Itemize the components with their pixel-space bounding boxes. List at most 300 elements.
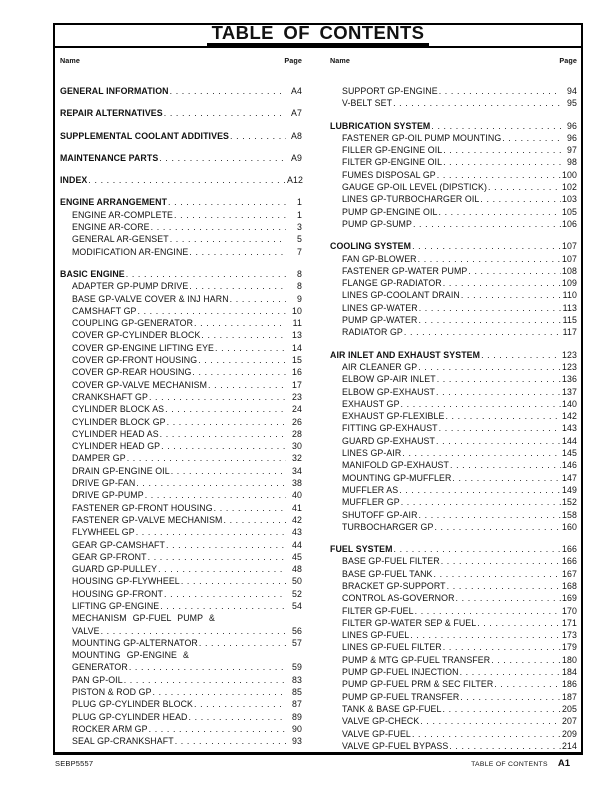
toc-entry-name: FLYWHEEL GP: [72, 527, 135, 538]
toc-entry-name: HOUSING GP-FLYWHEEL: [72, 576, 180, 587]
toc-entry-name: FAN GP-BLOWER: [342, 253, 417, 264]
toc-entry-page: 214: [562, 740, 577, 751]
toc-entry-name: AIR CLEANER GP: [342, 361, 418, 372]
toc-entry: [330, 521, 577, 533]
dot-leader: [439, 206, 562, 218]
toc-entry-page: 117: [562, 327, 577, 338]
toc-entry-name: FILTER GP-FUEL: [342, 605, 414, 616]
dot-leader: [460, 691, 561, 703]
dot-leader: [230, 293, 286, 305]
toc-entry: [330, 240, 577, 252]
toc-entry-name: TURBOCHARGER GP: [342, 521, 434, 532]
toc-entry: [330, 654, 577, 666]
dot-leader: [149, 391, 286, 403]
toc-entry-page: 41: [292, 502, 302, 513]
toc-entry-name: FLANGE GP-RADIATOR: [342, 278, 442, 289]
dot-leader: [88, 174, 286, 186]
toc-entry: [330, 422, 577, 434]
toc-entry: [330, 435, 577, 447]
toc-entry-page: 103: [562, 194, 577, 205]
toc-entry-page: 170: [562, 605, 577, 616]
toc-entry-page: A4: [291, 86, 302, 96]
toc-entry-page: 32: [292, 453, 302, 464]
toc-entry-page: 15: [292, 355, 302, 366]
toc-entry: [330, 302, 577, 314]
toc-entry: [330, 132, 577, 144]
toc-entry-name: COUPLING GP-GENERATOR: [72, 318, 194, 329]
toc-entry: [60, 563, 302, 575]
toc-entry-name: DRIVE GP-FAN: [72, 478, 136, 489]
toc-entry: [330, 169, 577, 181]
toc-entry: [60, 698, 302, 710]
toc-entry: [60, 366, 302, 378]
toc-entry-name: EXHAUST GP-FLEXIBLE: [342, 411, 445, 422]
dot-leader: [481, 349, 561, 361]
toc-entry-page: 97: [567, 145, 577, 156]
toc-entry: [60, 174, 302, 186]
toc-entry-page: 45: [292, 551, 302, 562]
toc-entry-name: TANK & BASE GP-FUEL: [342, 703, 442, 714]
toc-entry: [330, 703, 577, 715]
toc-entry: [330, 555, 577, 567]
toc-entry-page: 3: [297, 222, 302, 233]
dot-leader: [449, 740, 561, 752]
toc-entry-name: REPAIR ALTERNATIVES: [60, 108, 163, 119]
toc-entry-name: LINES GP-FUEL: [342, 630, 410, 641]
toc-entry-name: BASE GP-FUEL FILTER: [342, 556, 440, 567]
toc-entry: [60, 711, 302, 723]
toc-entry-page: 9: [297, 293, 302, 304]
toc-entry-name: PUMP GP-ENGINE OIL: [342, 206, 438, 217]
toc-entry: [60, 452, 302, 464]
toc-entry-name: AIR INLET AND EXHAUST SYSTEM: [330, 349, 481, 360]
page-title: TABLE OF CONTENTS: [207, 23, 430, 46]
dot-leader: [165, 403, 286, 415]
page-column-label: Page: [284, 56, 302, 65]
dot-leader: [434, 521, 561, 533]
toc-entry-page: 158: [562, 509, 577, 520]
toc-entry-name: PUMP GP-WATER: [342, 315, 418, 326]
dot-leader: [223, 514, 286, 526]
dot-leader: [456, 592, 561, 604]
toc-entry-name: MOUNTING GP-MUFFLER: [342, 472, 452, 483]
dot-leader: [402, 447, 561, 459]
toc-entry: [330, 326, 577, 338]
toc-entry: [330, 592, 577, 604]
toc-entry-page: 1: [297, 209, 302, 220]
dot-leader: [447, 580, 561, 592]
toc-entry: [60, 600, 302, 612]
dot-leader: [194, 317, 286, 329]
toc-entry-name: LINES GP-COOLANT DRAIN: [342, 290, 460, 301]
toc-content-box: [53, 48, 583, 755]
toc-entry-page: 207: [562, 716, 577, 727]
toc-entry-name: MUFFLER AS: [342, 484, 399, 495]
toc-entry-page: 166: [562, 544, 577, 555]
toc-entry-name: FASTENER GP-WATER PUMP: [342, 265, 468, 276]
dot-leader: [151, 221, 286, 233]
column-header-right: [330, 56, 577, 65]
toc-section-gap: [60, 142, 302, 152]
toc-entry: [60, 649, 302, 661]
toc-entry: [330, 349, 577, 361]
toc-entry-page: 13: [292, 330, 302, 341]
toc-entry: [60, 233, 302, 245]
toc-entry: [60, 440, 302, 452]
toc-entry-name: FUMES DISPOSAL GP: [342, 169, 436, 180]
toc-entry-name: CRANKSHAFT GP: [72, 391, 148, 402]
toc-entry-name: VALVE GP-FUEL: [342, 728, 411, 739]
toc-entry: [60, 735, 302, 747]
toc-entry: [60, 293, 302, 305]
toc-entry: [330, 629, 577, 641]
toc-entry-page: A8: [291, 130, 302, 141]
toc-entry-page: 96: [567, 132, 577, 143]
toc-entry: [330, 509, 577, 521]
toc-entry-page: 110: [562, 290, 577, 301]
dot-leader: [443, 156, 561, 168]
toc-entry-page: 142: [562, 411, 577, 422]
dot-leader: [412, 240, 561, 252]
dot-leader: [230, 130, 286, 142]
dot-leader: [480, 193, 561, 205]
toc-entry: [60, 661, 302, 673]
dot-leader: [445, 410, 561, 422]
toc-entry-page: 14: [292, 342, 302, 353]
toc-entry-name: MAINTENANCE PARTS: [60, 152, 159, 163]
toc-entry-name: VALVE GP-CHECK: [342, 716, 420, 727]
toc-entry: [330, 253, 577, 265]
toc-entry: [330, 740, 577, 752]
toc-entry-page: 23: [292, 391, 302, 402]
toc-entry-name: MOUNTING GP-ENGINE &: [72, 650, 190, 661]
dot-leader: [127, 452, 286, 464]
toc-entry-page: 34: [292, 465, 302, 476]
toc-column-left: [60, 56, 302, 752]
toc-entry-page: 179: [562, 642, 577, 653]
toc-entry-name: FASTENER GP-OIL PUMP MOUNTING: [342, 132, 502, 143]
page-footer: [55, 758, 570, 769]
toc-entry: [60, 489, 302, 501]
toc-entry-name: COVER GP-CYLINDER BLOCK: [72, 330, 201, 341]
toc-entry-page: 145: [562, 448, 577, 459]
toc-entry: [330, 617, 577, 629]
toc-entry: [330, 543, 577, 555]
toc-entry-name: BRACKET GP-SUPPORT: [342, 580, 446, 591]
toc-entry-name: RADIATOR GP: [342, 327, 403, 338]
toc-entry-name: CYLINDER BLOCK GP: [72, 416, 166, 427]
toc-entry-name: PUMP GP-FUEL PRM & SEC FILTER: [342, 679, 494, 690]
toc-entry-page: 205: [562, 703, 577, 714]
toc-entry-name: FILLER GP-ENGINE OIL: [342, 145, 443, 156]
dot-leader: [189, 711, 286, 723]
toc-entry: [60, 625, 302, 637]
toc-entry-page: 16: [292, 367, 302, 378]
toc-entry: [330, 144, 577, 156]
toc-entry-name: GEAR GP-CAMSHAFT: [72, 539, 165, 550]
dot-leader: [192, 366, 286, 378]
toc-entry-name: CYLINDER HEAD GP: [72, 441, 161, 452]
dot-leader: [208, 379, 286, 391]
toc-entry-name: CAMSHAFT GP: [72, 305, 137, 316]
toc-entry-name: ELBOW GP-EXHAUST: [342, 386, 436, 397]
name-column-label: Name: [60, 56, 80, 65]
toc-entry-page: 43: [292, 527, 302, 538]
dot-leader: [419, 302, 561, 314]
toc-entry-name: BASE GP-FUEL TANK: [342, 568, 433, 579]
toc-entry-name: COVER GP-ENGINE LIFTING EYE: [72, 342, 215, 353]
toc-entry-name: COOLING SYSTEM: [330, 241, 412, 252]
toc-entry-page: 100: [562, 169, 577, 180]
toc-entry-name: LUBRICATION SYSTEM: [330, 120, 431, 131]
toc-entry-page: 57: [292, 637, 302, 648]
dot-leader: [136, 477, 286, 489]
toc-entry: [60, 354, 302, 366]
toc-entry: [330, 410, 577, 422]
toc-entry-name: LINES GP-TURBOCHARGER OIL: [342, 194, 480, 205]
toc-entry-name: V-BELT SET: [342, 98, 393, 109]
toc-entry-page: 106: [562, 218, 577, 229]
toc-entry-name: LINES GP-WATER: [342, 302, 418, 313]
toc-entry-page: 144: [562, 435, 577, 446]
toc-entry: [330, 85, 577, 97]
toc-entry-name: FITTING GP-EXHAUST: [342, 423, 438, 434]
toc-entry-name: PAN GP-OIL: [72, 674, 123, 685]
toc-entry-page: 167: [562, 568, 577, 579]
toc-entry-name: DAMPER GP: [72, 453, 126, 464]
toc-entry: [60, 268, 302, 280]
toc-entry-name: VALVE GP-FUEL BYPASS: [342, 740, 449, 751]
toc-entry: [330, 97, 577, 109]
toc-entry-name: VALVE: [72, 625, 100, 636]
toc-entry: [60, 280, 302, 292]
dot-leader: [420, 715, 561, 727]
toc-entry: [330, 193, 577, 205]
toc-entry-page: 160: [562, 521, 577, 532]
toc-entry: [330, 156, 577, 168]
toc-entry-page: 83: [292, 674, 302, 685]
dot-leader: [159, 152, 286, 164]
toc-entry-page: 90: [292, 723, 302, 734]
toc-entry-page: 96: [567, 120, 577, 131]
toc-entry-page: 123: [562, 349, 577, 360]
dot-leader: [436, 435, 561, 447]
toc-entry: [330, 691, 577, 703]
toc-entry-name: MECHANISM GP-FUEL PUMP &: [72, 613, 215, 624]
toc-entry: [330, 715, 577, 727]
title-box: [53, 23, 583, 48]
toc-entry: [60, 209, 302, 221]
toc-entry: [60, 317, 302, 329]
toc-entry-page: 152: [562, 497, 577, 508]
toc-entry-page: 107: [562, 241, 577, 252]
toc-section-gap: [60, 97, 302, 107]
toc-entry-page: 187: [562, 691, 577, 702]
toc-entry-page: 98: [567, 157, 577, 168]
dot-leader: [443, 144, 561, 156]
toc-entry-name: DRAIN GP-ENGINE OIL: [72, 465, 170, 476]
dot-leader: [160, 600, 286, 612]
toc-entry: [60, 305, 302, 317]
toc-entry-page: 1: [297, 197, 302, 208]
toc-entry: [330, 459, 577, 471]
toc-entry: [60, 502, 302, 514]
toc-section-gap: [60, 258, 302, 268]
toc-entry: [60, 428, 302, 440]
toc-entry-page: 8: [297, 281, 302, 292]
toc-entry: [60, 379, 302, 391]
toc-entry-name: SHUTOFF GP-AIR: [342, 509, 418, 520]
toc-entry-name: PUMP GP-SUMP: [342, 218, 412, 229]
toc-section-gap: [330, 533, 577, 543]
toc-entry: [330, 580, 577, 592]
toc-entry-name: FASTENER GP-VALVE MECHANISM: [72, 514, 223, 525]
dot-leader: [174, 209, 286, 221]
toc-entry-page: 59: [292, 662, 302, 673]
toc-entry-page: 184: [562, 667, 577, 678]
dot-leader: [415, 605, 561, 617]
toc-entry-page: 95: [567, 98, 577, 109]
toc-entry: [330, 218, 577, 230]
name-column-label: Name: [330, 56, 350, 65]
dot-leader: [494, 678, 561, 690]
toc-entry-name: FILTER GP-ENGINE OIL: [342, 157, 443, 168]
dot-leader: [215, 342, 286, 354]
toc-entry-name: EXHAUST GP: [342, 398, 400, 409]
dot-leader: [153, 686, 286, 698]
toc-entry-name: LINES GP-AIR: [342, 448, 402, 459]
toc-entry-page: 113: [562, 302, 577, 313]
dot-leader: [410, 629, 561, 641]
toc-entry-page: 107: [562, 253, 577, 264]
toc-entry-name: LINES GP-FUEL FILTER: [342, 642, 442, 653]
toc-entry: [60, 391, 302, 403]
dot-leader: [171, 465, 286, 477]
toc-entry-page: 102: [562, 182, 577, 193]
toc-entry: [60, 152, 302, 164]
toc-entry-page: 40: [292, 490, 302, 501]
toc-section-gap: [330, 339, 577, 349]
toc-entry-page: 146: [562, 460, 577, 471]
toc-entry: [60, 612, 302, 624]
dot-leader: [412, 728, 561, 740]
toc-entry: [330, 472, 577, 484]
toc-entry-page: A7: [291, 108, 302, 119]
toc-entry: [60, 514, 302, 526]
toc-entry-page: 209: [562, 728, 577, 739]
toc-entry-page: 26: [292, 416, 302, 427]
dot-leader: [126, 268, 286, 280]
dot-leader: [137, 305, 286, 317]
toc-rows-left: [60, 85, 302, 748]
toc-entry-name: FILTER GP-WATER SEP & FUEL: [342, 617, 477, 628]
toc-entry-page: 52: [292, 588, 302, 599]
dot-leader: [418, 253, 561, 265]
toc-entry: [330, 373, 577, 385]
toc-entry-name: SUPPLEMENTAL COOLANT ADDITIVES: [60, 130, 230, 141]
toc-entry-name: GENERAL AR-GENSET: [72, 234, 169, 245]
dot-leader: [439, 422, 561, 434]
dot-leader: [170, 85, 286, 97]
toc-entry: [330, 568, 577, 580]
toc-entry: [330, 728, 577, 740]
toc-entry: [60, 130, 302, 142]
toc-entry: [60, 221, 302, 233]
dot-leader: [491, 654, 561, 666]
dot-leader: [468, 265, 561, 277]
dot-leader: [189, 246, 286, 258]
dot-leader: [452, 472, 561, 484]
toc-entry: [60, 588, 302, 600]
toc-rows-right: [330, 85, 577, 752]
dot-leader: [436, 386, 561, 398]
toc-entry-name: PUMP GP-FUEL INJECTION: [342, 667, 459, 678]
toc-entry: [330, 666, 577, 678]
toc-entry-page: 85: [292, 687, 302, 698]
dot-leader: [443, 641, 561, 653]
toc-entry: [60, 551, 302, 563]
dot-leader: [199, 637, 286, 649]
toc-entry-page: 136: [562, 374, 577, 385]
toc-entry-page: 109: [562, 278, 577, 289]
toc-entry-page: 180: [562, 654, 577, 665]
toc-entry-page: 8: [297, 268, 302, 279]
toc-entry-name: GUARD GP-EXHAUST: [342, 435, 436, 446]
dot-leader: [166, 539, 286, 551]
footer-page-number: A1: [557, 758, 570, 769]
toc-entry-name: LIFTING GP-ENGINE: [72, 600, 160, 611]
toc-entry-page: 149: [562, 484, 577, 495]
dot-leader: [164, 107, 286, 119]
dot-leader: [168, 196, 286, 208]
toc-entry-name: DRIVE GP-PUMP: [72, 490, 144, 501]
toc-entry-page: 115: [562, 315, 577, 326]
toc-columns: [60, 56, 577, 752]
toc-entry: [60, 403, 302, 415]
toc-entry: [60, 85, 302, 97]
toc-entry-page: 186: [562, 679, 577, 690]
dot-leader: [437, 373, 561, 385]
toc-entry-page: A9: [291, 152, 302, 163]
dot-leader: [181, 575, 286, 587]
dot-leader: [399, 484, 561, 496]
dot-leader: [460, 666, 561, 678]
toc-entry-page: 143: [562, 423, 577, 434]
dot-leader: [158, 563, 286, 575]
dot-leader: [434, 568, 561, 580]
toc-entry: [330, 447, 577, 459]
dot-leader: [160, 428, 286, 440]
toc-entry: [330, 314, 577, 326]
toc-entry-page: 108: [562, 265, 577, 276]
toc-entry-name: PLUG GP-CYLINDER HEAD: [72, 711, 188, 722]
toc-entry: [330, 484, 577, 496]
dot-leader: [418, 314, 561, 326]
toc-entry: [330, 678, 577, 690]
toc-entry: [60, 686, 302, 698]
toc-entry: [330, 181, 577, 193]
dot-leader: [401, 398, 561, 410]
toc-entry-name: SEAL GP-CRANKSHAFT: [72, 736, 174, 747]
dot-leader: [502, 132, 561, 144]
toc-section-gap: [60, 120, 302, 130]
dot-leader: [145, 489, 286, 501]
toc-entry-name: BASE GP-VALVE COVER & INJ HARN: [72, 293, 229, 304]
toc-entry-name: PISTON & ROD GP: [72, 687, 152, 698]
toc-entry-name: GEAR GP-FRONT: [72, 551, 147, 562]
dot-leader: [443, 703, 561, 715]
toc-entry-name: MODIFICATION AR-ENGINE: [72, 246, 189, 257]
